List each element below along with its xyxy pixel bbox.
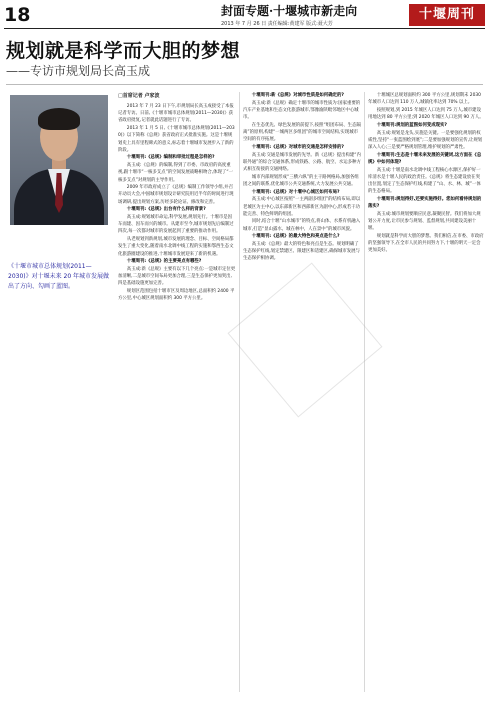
article-paragraph: 高玉成:新《总规》确定十堰市的城市性质为:国家重要的汽车产业基地和生态文化旅游城市,鄂豫渝陕毗邻地区中心城市。 (243, 100, 361, 121)
article-paragraph: 高玉成:中心城区按照“一主两副多组团”的结构布局,即以老城区为主中心,以东部新区和西部新区为副中心,形成若干功能完善、特色鲜明的组团。 (243, 197, 361, 217)
page-header (4, 4, 485, 32)
article-paragraph: 高玉成:十堰是南水北调中线工程核心水源区,保护好一库清水是十堰人民的政治责任。《总规》将生态建设放在突出位置,划定了生态保护红线,构建了“山、水、林、城”一体的生态格局。 (368, 167, 481, 195)
article-paragraph: 同时,结合十堰“山水城市”的特点,将山体、水系有机融入城市,打造“显山露水、城在林中、人在景中”的城市风貌。 (243, 219, 361, 232)
article-paragraph: 2013 年 7 月 23 日下午,市规划局长高玉成接受了本报记者专访。日前,《十堰市城市总体规划(2011—2030)》获省政府批复,记者就此话题进行了专访。 (118, 104, 234, 124)
article-subheadline: ——专访市规划局长高玉成 (6, 64, 151, 78)
interview-question: 十堰周刊:《总规》对城市的交通是怎样安排的? (251, 144, 344, 150)
column-divider (364, 92, 365, 692)
article-paragraph: 按照规划,到 2015 年城区人口达到 75 万人,城市建设用地达到 80 平方公里;到 2020 年城区人口达到 90 万人。 (368, 107, 484, 121)
headline-rule (6, 84, 483, 85)
article-column-3 (368, 92, 484, 697)
interview-question: 十堰周刊:《总规》对十堰中心城区如何布局? (251, 189, 340, 195)
portrait-photo (10, 95, 108, 225)
section-title: 封面专题·十堰城市新走向 (221, 4, 358, 18)
photo-caption: 《十堰市城市总体规划(2011—2030)》对十堰未来 20 年城市发展做出了方向、勾画了蓝图。 (8, 263, 110, 290)
header-rule (4, 28, 485, 29)
interview-question: 十堰周刊:《总规》的主要亮点有哪些? (126, 259, 202, 265)
article-headline: 规划就是科学而大胆的梦想 (6, 40, 241, 62)
publication-brand: 十堰周刊 (409, 4, 485, 26)
article-paragraph: 高玉成:交通是城市发展的先导。新《总规》提出构建“内联外通”的综合交通体系,形成铁路、公路、航空、水运多种方式相互衔接的交通网络。 (243, 152, 361, 173)
article-paragraph: 高玉成:规划城市命运,科学发展,规划先行。十堰市是因车而建、因车而兴的城市。从建市至今,城市规划先后编制过四次,每一次都对城市的发展起到了重要的推动作用。 (118, 215, 234, 235)
interview-question: 十堰周刊:《总规》的最大特色和亮点是什么? (251, 234, 340, 240)
article-paragraph: 高玉成:《总规》最大的特色和亮点是生态。规划明确了生态保护红线,划定禁建区、限建区和适建区,确保城市发展与生态保护相协调。 (243, 242, 360, 262)
interview-question: 十堰周刊:新《总规》对城市性质是如何确定的? (251, 93, 344, 98)
article-paragraph: 十堰城区总规划面积约 300 平方公里,规划期末 2030 年城市人口达到 110 万人,城镇化率达到 70% 以上。 (368, 93, 481, 106)
column-divider (239, 92, 240, 692)
article-paragraph: 2013 年 1 月 5 日,《十堰市城市总体规划(2011—2030)》以下简称《总规》获省政府正式批准实施。这是十堰规划史上具有里程碑式的意义,标志着十堰城市发展步入了新的阶段。 (118, 126, 235, 153)
article-paragraph: 在生态优先、绿色发展的前提下,按照“组团布局、生态隔离”的原则,构建“一城两区多组团”的城市空间结构,实现城市空间的有序拓展。 (243, 122, 361, 143)
interview-question: 十堰周刊:生态是十堰未来发展的关键词,这方面在《总规》中如何体现? (368, 152, 482, 165)
article-paragraph: 高玉成:城市规划要顺应民意,凝聚民智。我们将加大规划公开力度,让市民参与规划、监督规划,共同建设美丽十堰。 (368, 211, 481, 232)
article-paragraph: 2009 年市政府成立了《总规》编制工作领导小组,并召开动员大会,中国城市规划设计研究院用近半年的时间进行现场调研,提出规划方案,历经多轮论证、修改和完善。 (118, 185, 234, 205)
interview-question: 十堰周刊:《总规》编制和审批过程是怎样的? (126, 155, 215, 161)
interview-question: 十堰周刊:规划的蓝图如何变成现实? (376, 122, 447, 128)
page-number: 18 (4, 4, 31, 26)
article-column-1 (118, 92, 236, 697)
byline: □首席记者 卢家波 (118, 93, 160, 99)
article-column-2 (243, 92, 361, 697)
article-paragraph: 规划区范围包括十堰市区及周边地区,总面积约 2400 平方公里,中心城区规划面积约 300 平方公里。 (118, 289, 235, 302)
issue-info: 2013 年 7 月 26 日 责任编辑:黄建军 版式:聂大芳 (221, 21, 333, 27)
interview-question: 十堰周刊:规划得好,还要实施得好。您如何看待规划的落实? (368, 196, 482, 210)
article-paragraph: 规划就是科学而大胆的梦想。我们相信,在市委、市政府的坚强领导下,在全市人民的共同努力下,十堰的明天一定会更加美好。 (368, 233, 484, 254)
article-paragraph: 城市内部规划形成“三横六纵”的主干路网格局,加强各组团之间的联系,优化城市公共交通系统,大力发展公共交通。 (243, 174, 359, 187)
article-paragraph: 从老规划到新规划,城市发展的理念、目标、空间格局都发生了重大变化,随着南水北调中线工程的实施和鄂西生态文化旅游圈建设的推进,十堰城市发展迎来了新的机遇。 (118, 237, 234, 257)
article-paragraph: 高玉成:《总规》的编制,得到了市委、市政府的高度重视,跟十堰市“一核多支点”的空间发展战略相吻合,体现了“一核多支点”对规划的主导作用。 (118, 163, 233, 183)
article-paragraph: 高玉成:新《总规》主要有以下几个亮点:一是城市定位更加清晰,二是城市空间布局更加合理,三是生态保护更加突出,四是基础设施更加完善。 (118, 266, 236, 287)
article-paragraph: 高玉成:规划是龙头,实施是关键。一是要强化规划的权威性,坚持“一张蓝图绘到底”;二是要加强规划的宣传,让规划深入人心;三是要严格规划管理,维护规划的严肃性。 (368, 130, 483, 150)
interview-question: 十堰周刊:《总规》出台有什么样的背景? (126, 207, 206, 213)
